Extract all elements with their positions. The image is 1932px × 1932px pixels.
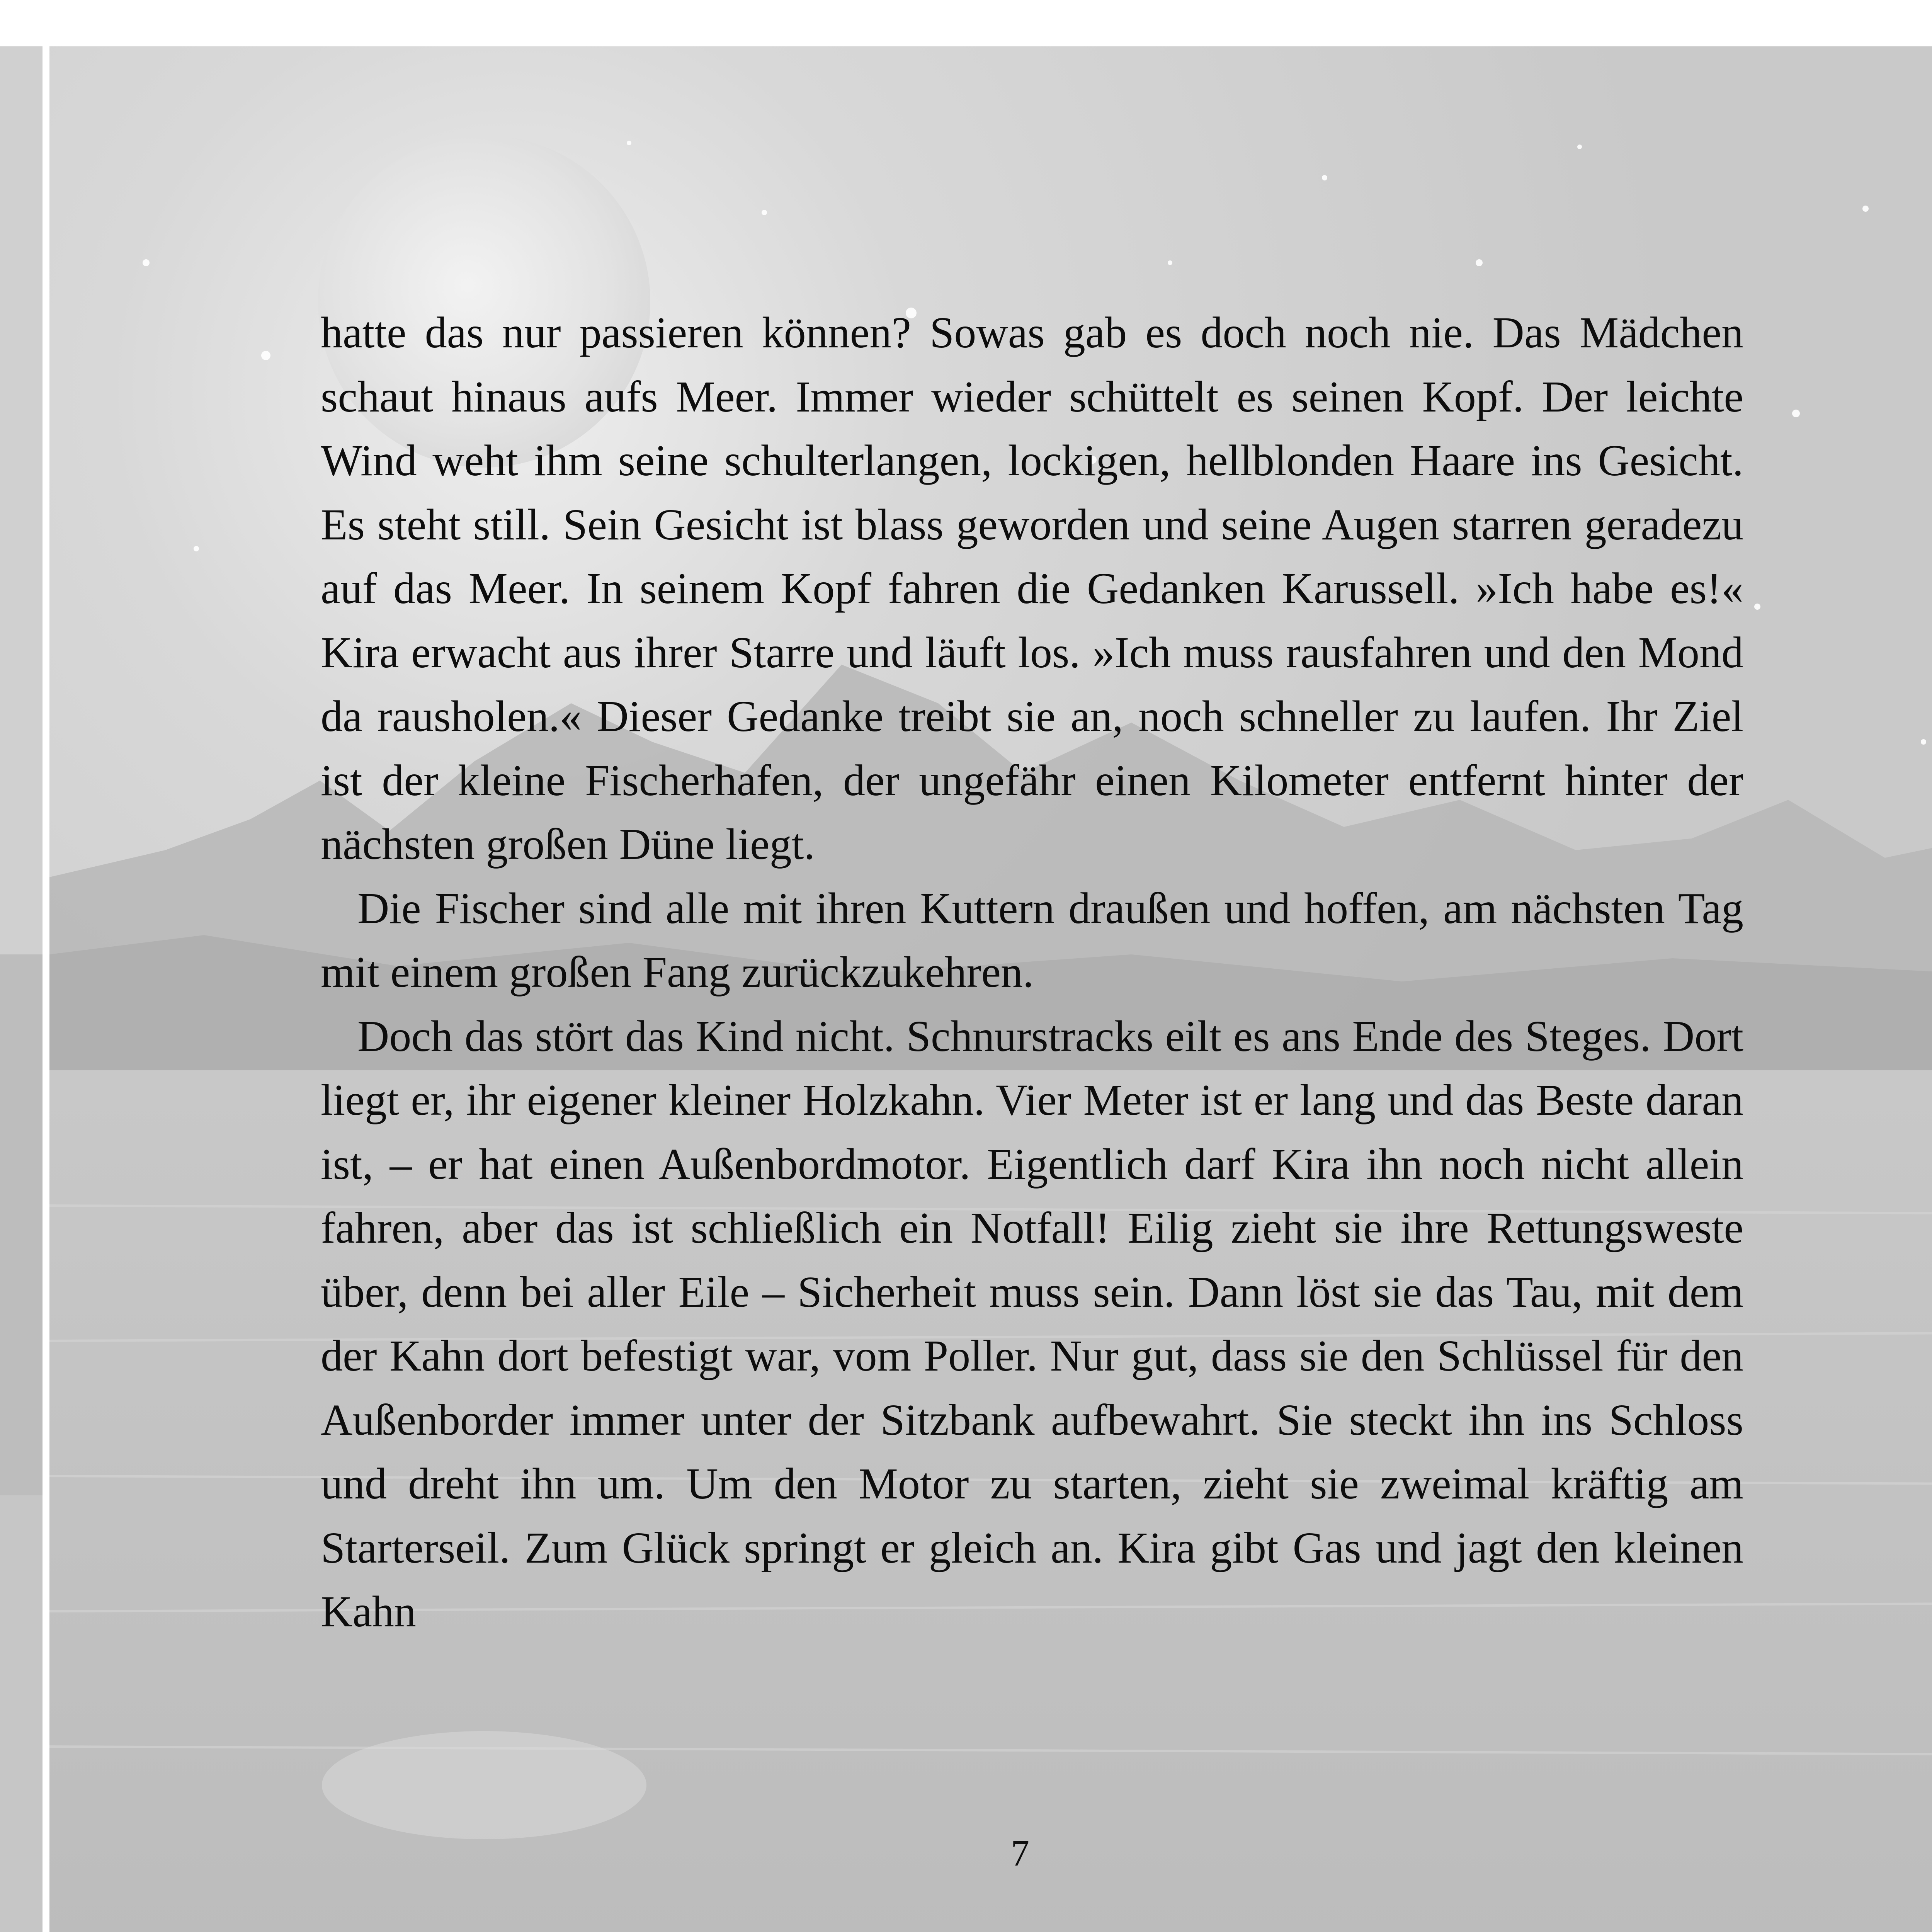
paragraph-2: Die Fischer sind alle mit ihren Kuttern draußen und hoffen, am nächsten Tag mit einem großen Fang zurückzukehren. (321, 883, 1743, 997)
adjacent-page-edge (0, 46, 43, 1932)
page-number: 7 (1011, 1832, 1029, 1874)
paragraph-1: hatte das nur passieren können? Sowas gab es doch noch nie. Das Mädchen schaut hinaus aufs Meer. Immer wieder schüttelt es seinen Kopf. Der leichte Wind weht ihm seine schulterlangen, lockigen, hellblonden Haare ins Gesicht. Es steht still. Sein Gesicht ist blass geworden und seine Augen starren geradezu auf das Meer. In seinem Kopf fahren die Gedanken Karussell. »Ich habe es!« Kira erwacht aus ihrer Starre und läuft los. »Ich muss rausfahren und den Mond da rausholen.« Dieser Gedanke treibt sie an, noch schneller zu laufen. Ihr Ziel ist der kleine Fischerhafen, der ungefähr einen Kilometer entfernt hinter der nächsten großen Düne liegt. (321, 308, 1743, 869)
page-gutter (43, 46, 49, 1932)
adjacent-page-image (0, 46, 43, 1932)
story-text (321, 301, 1743, 1644)
paragraph-3: Doch das stört das Kind nicht. Schnurstracks eilt es ans Ende des Steges. Dort liegt er, ihr eigener kleiner Holzkahn. Vier Meter ist er lang und das Beste daran ist, – er hat einen Außenbordmotor. Eigentlich darf Kira ihn noch nicht allein fahren, aber das ist schließlich ein Notfall! Eilig zieht sie ihre Rettungsweste über, denn bei aller Eile – Sicherheit muss sein. Dann löst sie das Tau, mit dem der Kahn dort befestigt war, vom Poller. Nur gut, dass sie den Schlüssel für den Außenborder immer unter der Sitzbank aufbewahrt. Sie steckt ihn ins Schloss und dreht ihn um. Um den Motor zu starten, zieht sie zweimal kräftig am Starterseil. Zum Glück springt er gleich an. Kira gibt Gas und jagt den kleinen Kahn (321, 1011, 1743, 1636)
